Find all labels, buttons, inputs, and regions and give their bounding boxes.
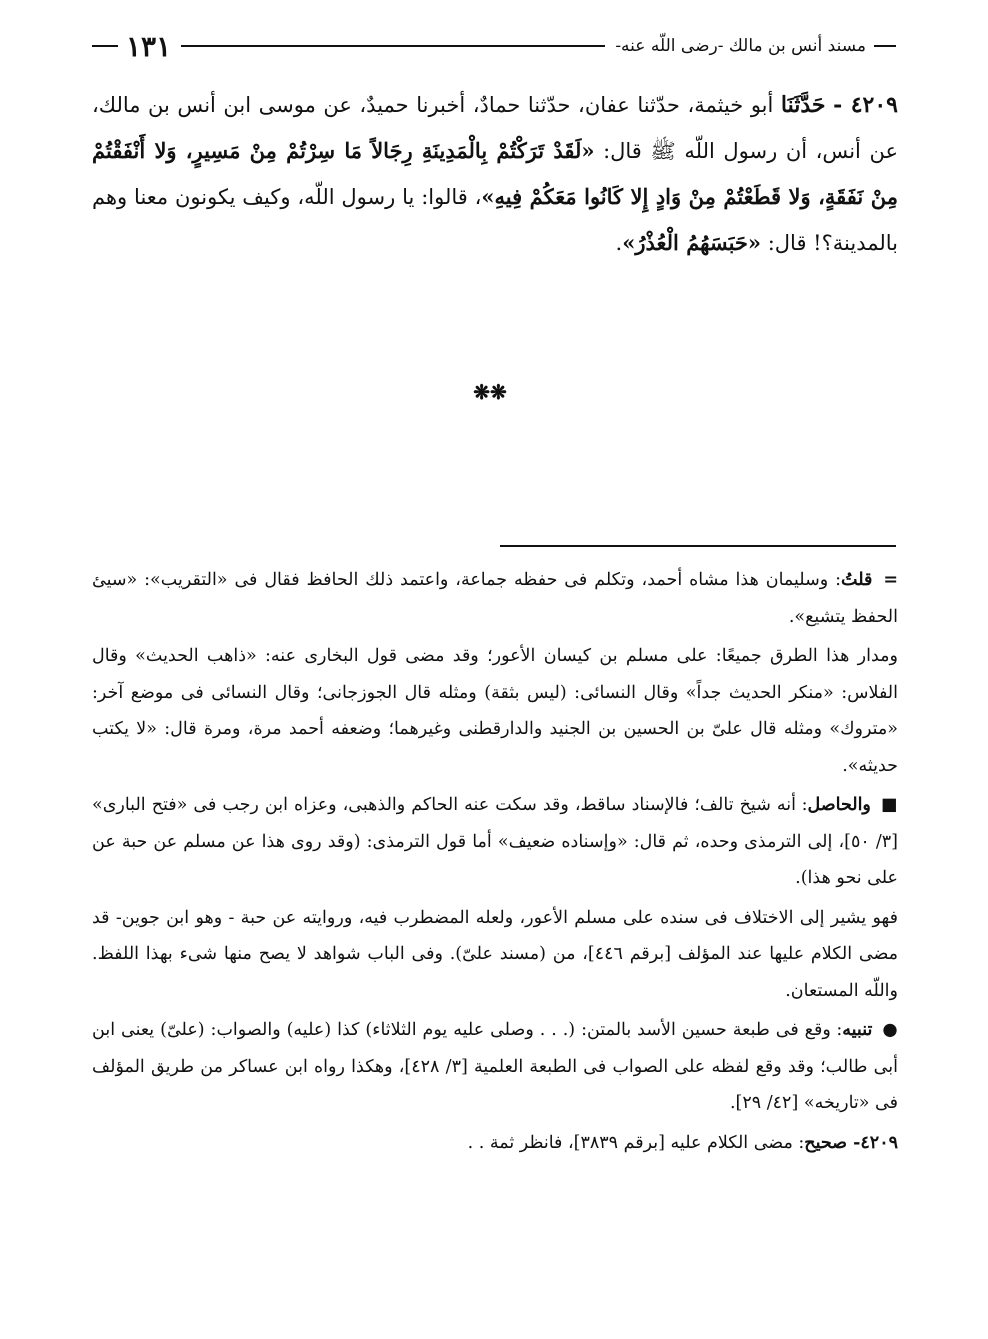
footnote-rule [500,545,896,547]
footnote-paragraph [92,900,898,1010]
isnad: أبو خيثمة، حدّثنا عفان، حدّثنا حمادٌ، أخبرنا حميدٌ، عن موسى ابن أنس بن مالك، عن أنس، أن رسول اللّه ﷺ قال: [92,93,898,163]
paragraph-lead: تنبيه [842,1020,873,1040]
round-bullet-icon: ● [882,1020,898,1040]
paragraph-text: : وقع فى طبعة حسين الأسد بالمتن: (. . . وصلى عليه يوم الثلاثاء) كذا (عليه) والصواب: (علىّ) يعنى ابن أبى طالب؛ وقد وقع لفظه على الصواب فى الطبعة العلمية [٣/ ٤٢٨]، وهكذا رواه ابن عساكر من طريق المؤلف فى «تاريخه» [٤٢/ ٢٩]. [92,1020,898,1113]
footnotes [92,562,898,1164]
paragraph-text: فهو يشير إلى الاختلاف فى سنده على مسلم الأعور، ولعله المضطرب فيه، وروايته عن حبة - وهو ابن جوين- قد مضى الكلام عليها عند المؤلف [برقم ٤٤٦]، من (مسند علىّ). وفى الباب شواهد لا يصح منها شىء بهذا اللفظ. واللّه المستعان. [92,907,898,1001]
footnote-paragraph [92,562,898,635]
footnote-paragraph [92,638,898,784]
paragraph-text: : وسليمان هذا مشاه أحمد، وتكلم فى حفظه جماعة، واعتمد ذلك الحافظ فقال فى «التقريب»: «سيئ الحفظ يتشيع». [92,570,898,627]
page-number: ١٣١ [126,29,172,63]
continuation-marker: = [883,570,898,590]
answer: «حَبَسَهُمُ الْعُذْرُ» [622,230,762,255]
footnote-paragraph [92,787,898,897]
paragraph-lead: قلتُ [841,570,873,590]
hadith-text [92,82,898,266]
paragraph-text: : أنه شيخ تالف؛ فالإسناد ساقط، وقد سكت عنه الحاكم والذهبى، وعزاه ابن رجب فى «فتح البارى» [٣/ ٥٠]، إلى الترمذى وحده، ثم قال: «وإسناده ضعيف» أما قول الترمذى: (وقد روى هذا عن مسلم عن حبة عن على نحو هذا). [92,795,898,888]
isnad-lead: حَدَّثَنَا [780,92,826,118]
header-rule [181,45,605,47]
header-dash [92,45,118,47]
paragraph-text: : مضى الكلام عليه [برقم ٣٨٣٩]، فانظر ثمة . . [467,1132,805,1153]
square-bullet-icon: ■ [880,795,898,815]
footnote-paragraph [92,1125,898,1162]
header-dash [874,45,896,47]
footnote-paragraph [92,1012,898,1122]
running-header [92,26,896,66]
section-separator: ❋❋ [473,380,507,404]
paragraph-text: ومدار هذا الطرق جميعًا: على مسلم بن كيسان الأعور؛ وقد مضى قول البخارى عنه: «ذاهب الحديث» وقال الفلاس: «منكر الحديث جداً» وقال النسائى: (ليس بثقة) ومثله قال الجوزجانى؛ وقال النسائى فى موضع آخر: «متروك» ومثله قال علىّ بن الحسين بن الجنيد والدارقطنى وغيرهما؛ وضعفه أحمد مرة، ومرة قال: «لا يكتب حديثه». [92,646,898,776]
question: ، قالوا: يا رسول اللّه، وكيف يكونون معنا وهم بالمدينة؟! قال: [92,185,898,255]
header-title: مسند أنس بن مالك -رضى اللّه عنه- [615,36,866,56]
hadith-end: . [615,231,623,255]
matn: «لَقَدْ تَرَكْتُمْ بِالْمَدِينَةِ رِجَالاً مَا سِرْتُمْ مِنْ مَسِيرٍ، وَلا أَنْفَقْتُمْ مِنْ نَفَقَةٍ، وَلا قَطَعْتُمْ مِنْ وَادٍ إِلا كَانُوا مَعَكُمْ فِيهِ» [92,138,898,209]
hadith-number: ٤٢٠٩ - [833,92,898,118]
paragraph-lead: والحاصل [807,795,871,815]
paragraph-lead: ٤٢٠٩- صحيح [804,1132,898,1153]
